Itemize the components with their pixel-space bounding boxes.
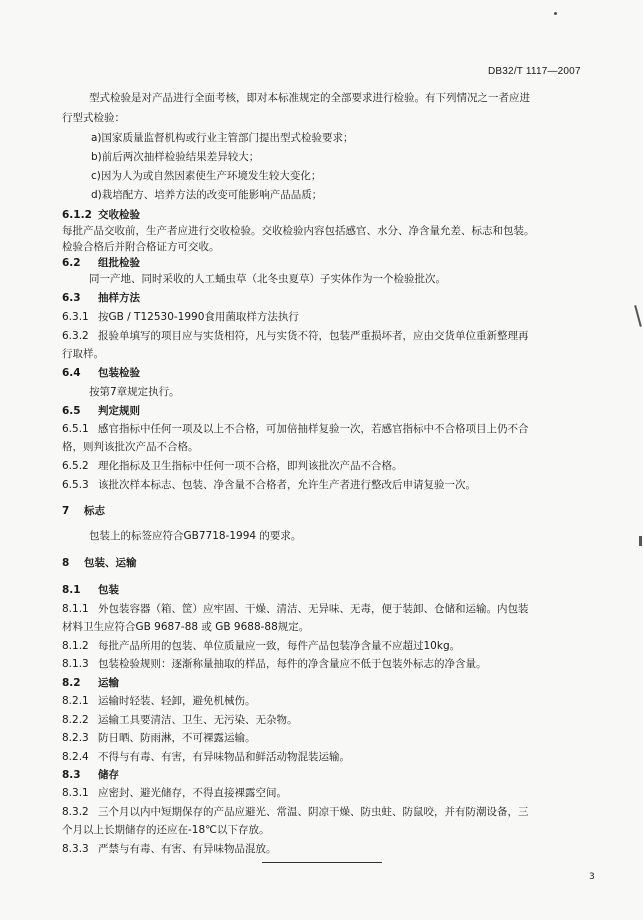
scan-speck [639, 536, 642, 546]
clause-number: 8.2.3 [62, 732, 89, 744]
section-number: 8.1 [62, 584, 81, 596]
chapter-heading [62, 504, 105, 518]
clause-text: 该批次样本标志、包装、净含量不合格者，允许生产者进行整改后申请复验一次。 [98, 479, 476, 491]
clause-text: 严禁与有毒、有害、有异味物品混放。 [98, 843, 277, 855]
paragraph-line: 检验合格后并附合格证方可交收。 [62, 241, 220, 253]
clause-text: 包装检验规则：逐渐称量抽取的样品，每件的净含量应不低于包装外标志的净含量。 [98, 658, 487, 670]
section-heading [62, 208, 140, 222]
clause-line [62, 639, 460, 653]
section-number: 6.2 [62, 257, 81, 269]
clause-number: 8.1.2 [62, 640, 89, 652]
scan-speck [554, 12, 557, 15]
clause-line [62, 805, 529, 819]
clause-text: 理化指标及卫生指标中任何一项不合格，即判该批次产品不合格。 [98, 460, 403, 472]
clause-line [62, 842, 277, 856]
section-title: 交收检验 [98, 209, 140, 221]
chapter-title: 包装、运输 [84, 557, 137, 569]
clause-line [62, 694, 256, 708]
section-title: 储存 [98, 769, 119, 781]
clause-number: 8.3.3 [62, 843, 89, 855]
section-number: 6.3 [62, 292, 81, 304]
paragraph-line: 按第7章规定执行。 [89, 386, 180, 398]
clause-line [62, 786, 287, 800]
chapter-title: 标志 [84, 505, 105, 517]
document-id: DB32/T 1117—2007 [488, 66, 581, 77]
page-number: 3 [589, 872, 595, 882]
clause-line [62, 657, 487, 671]
clause-line [62, 478, 476, 492]
clause-number: 8.2.2 [62, 714, 89, 726]
paragraph-line: 行取样。 [62, 348, 104, 360]
clause-line [62, 750, 350, 764]
scan-speck [634, 305, 642, 327]
list-item: d)栽培配方、培养方法的改变可能影响产品品质； [91, 189, 323, 201]
clause-line [62, 713, 298, 727]
list-item: a)国家质量监督机构或行业主管部门提出型式检验要求； [91, 132, 354, 144]
list-item: c)因为人为或自然因素使生产环境发生较大变化； [91, 170, 322, 182]
paragraph-line: 型式检验是对产品进行全面考核，即对本标准规定的全部要求进行检验。有下列情况之一者应进 [89, 92, 530, 104]
clause-number: 8.1.3 [62, 658, 89, 670]
section-title: 抽样方法 [98, 292, 140, 304]
section-title: 判定规则 [98, 405, 140, 417]
section-heading [62, 256, 140, 270]
clause-number: 6.5.2 [62, 460, 89, 472]
section-number: 8.2 [62, 677, 81, 689]
clause-number: 6.5.1 [62, 423, 89, 435]
clause-text: 运输时轻装、轻卸，避免机械伤。 [98, 695, 256, 707]
section-heading [62, 291, 140, 305]
clause-line [62, 602, 529, 616]
clause-number: 6.3.1 [62, 311, 89, 323]
clause-text: 外包装容器（箱、筐）应牢固、干燥、清洁、无异味、无毒，便于装卸、仓储和运输。内包装 [98, 603, 529, 615]
chapter-heading [62, 556, 137, 570]
clause-line [62, 422, 529, 436]
chapter-number: 7 [62, 505, 70, 517]
clause-text: 按GB / T12530-1990食用菌取样方法执行 [98, 311, 299, 323]
section-title: 运输 [98, 677, 119, 689]
clause-number: 8.2.4 [62, 751, 89, 763]
clause-number: 6.5.3 [62, 479, 89, 491]
paragraph-line: 同一产地、同时采收的人工蛹虫草（北冬虫夏草）子实体作为一个检验批次。 [89, 273, 446, 285]
clause-text: 报验单填写的项目应与实货相符，凡与实货不符，包装严重损坏者，应由交货单位重新整理再 [98, 330, 529, 342]
list-item: b)前后两次抽样检验结果差异较大； [91, 151, 260, 163]
clause-line [62, 329, 529, 343]
paragraph-line: 格，则判该批次产品不合格。 [62, 441, 199, 453]
section-heading [62, 676, 119, 690]
clause-text: 感官指标中任何一项及以上不合格，可加倍抽样复验一次，若感官指标中不合格项目上仍不合 [98, 423, 529, 435]
paragraph-line: 材料卫生应符合GB 9687-88 或 GB 9688-88规定。 [62, 621, 310, 633]
end-rule [262, 862, 382, 863]
paragraph-line: 个月以上长期储存的还应在-18℃以下存放。 [62, 824, 270, 836]
chapter-number: 8 [62, 557, 70, 569]
paragraph-line: 每批产品交收前，生产者应进行交收检验。交收检验内容包括感官、水分、净含量允差、标志和包装。 [62, 225, 535, 237]
section-number: 8.3 [62, 769, 81, 781]
clause-number: 8.3.2 [62, 806, 89, 818]
clause-number: 6.3.2 [62, 330, 89, 342]
clause-number: 8.1.1 [62, 603, 89, 615]
clause-line [62, 310, 299, 324]
clause-text: 运输工具要清洁、卫生、无污染、无杂物。 [98, 714, 298, 726]
section-number: 6.1.2 [62, 209, 92, 221]
clause-text: 不得与有毒、有害，有异味物品和鲜活动物混装运输。 [98, 751, 350, 763]
paragraph-line: 行型式检验： [62, 112, 125, 124]
section-heading [62, 583, 119, 597]
clause-text: 每批产品所用的包装、单位质量应一致，每件产品包装净含量不应超过10kg。 [98, 640, 461, 652]
clause-line [62, 731, 256, 745]
clause-text: 三个月以内中短期保存的产品应避光、常温、阴凉干燥、防虫蛀、防鼠咬，并有防潮设备，三 [98, 806, 529, 818]
section-number: 6.4 [62, 367, 81, 379]
section-title: 组批检验 [98, 257, 140, 269]
section-title: 包装 [98, 584, 119, 596]
section-heading [62, 768, 119, 782]
clause-text: 防日晒、防雨淋，不可裸露运输。 [98, 732, 256, 744]
section-heading [62, 404, 140, 418]
section-number: 6.5 [62, 405, 81, 417]
section-title: 包装检验 [98, 367, 140, 379]
clause-text: 应密封、避光储存，不得直接裸露空间。 [98, 787, 287, 799]
paragraph-line: 包装上的标签应符合GB7718-1994 的要求。 [89, 530, 302, 542]
clause-number: 8.2.1 [62, 695, 89, 707]
clause-line [62, 459, 403, 473]
section-heading [62, 366, 140, 380]
clause-number: 8.3.1 [62, 787, 89, 799]
